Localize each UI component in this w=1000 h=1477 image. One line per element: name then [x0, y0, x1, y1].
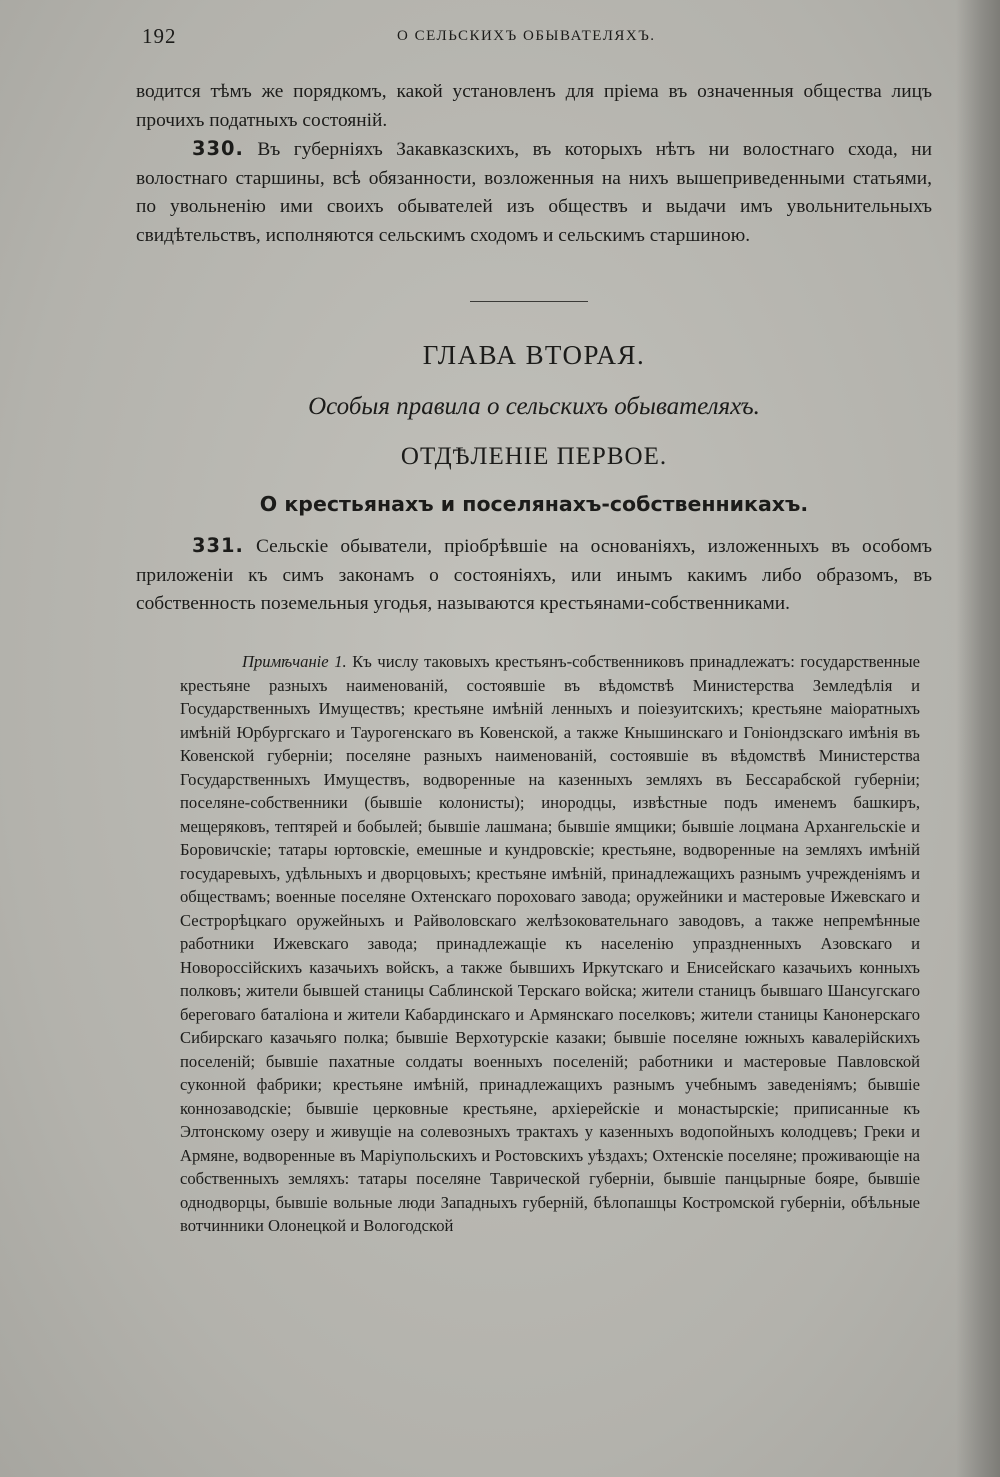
section-divider [470, 301, 588, 302]
article-text: Сельскіе обыватели, пріобрѣвшіе на основаніяхъ, изложенныхъ въ особомъ приложеніи къ симъ законамъ о состояніяхъ, или инымъ какимъ либо образомъ, въ собственность поземельныя угодья, называются крестьянами-собственниками. [136, 536, 932, 614]
section-title: ОТДѢЛЕНІЕ ПЕРВОЕ. [400, 443, 668, 470]
continued-paragraph: водится тѣмъ же порядкомъ, какой установленъ для пріема въ означенныя общества лицъ прочихъ податныхъ состояній. [136, 81, 932, 131]
article-text: Въ губерніяхъ Закавказскихъ, въ которыхъ нѣтъ ни волостнаго схода, ни волостнаго старшины, всѣ обязанности, возложенныя на нихъ вышеприведенными статьями, по увольненію ими своихъ обывателей изъ обществъ и выдачи имъ увольнительныхъ свидѣтельствъ, исполняются сельскимъ сходомъ и сельскимъ старшиною. [136, 139, 932, 246]
book-spine-shadow [956, 0, 1000, 1477]
running-title: О СЕЛЬСКИХЪ ОБЫВАТЕЛЯХЪ. [397, 28, 656, 44]
note-text: Къ числу таковыхъ крестьянъ-собственниковъ принадлежатъ: государственные крестьяне разныхъ наименованій, состоявшіе въ вѣдомствѣ Министерства Земледѣлія и Государственныхъ Имуществъ; крестьяне имѣній ленныхъ и поіезуитскихъ; крестьяне маіоратныхъ имѣній Юрбургскаго и Таурогенскаго въ Ковенской, а также Кнышинскаго и Гоніондзскаго имѣнія въ Ковенской губерніи; поселяне разныхъ наименованій, состоявшіе въ вѣдомствѣ Министерства Государственныхъ Имуществъ, водворенные на казенныхъ земляхъ въ Бессарабской губерніи; поселяне-собственники (бывшіе колонисты); инородцы, извѣстные подъ именемъ башкиръ, мещеряковъ, тептярей и бобылей; бывшіе лашмана; бывшіе ямщики; бывшіе лоцмана Архангельскіе и Боровичскіе; татары юртовскіе, емешные и кундровскіе; крестьяне, водворенные на земляхъ имѣній государевыхъ, удѣльныхъ и дворцовыхъ; крестьяне имѣній, принадлежащихъ разнымъ учрежденіямъ и обществамъ; военные поселяне Охтенскаго пороховаго завода; оружейники и мастеровые Ижевскаго и Сестрорѣцкаго оружейныхъ и Райволовскаго желѣзоковательнаго заводовъ, а также непремѣнные работники Ижевскаго завода; принадлежащіе къ населенію упраздненныхъ Азовскаго и Новороссійскихъ казачьихъ войскъ, а также бывшихъ Иркутскаго и Енисейскаго казачьихъ конныхъ полковъ; жители бывшей станицы Саблинской Терскаго войска; жители станицъ бывшаго Шансугскаго береговаго баталіона и жители Кабардинскаго и Армянскаго поселковъ; жители станицы Канонерскаго Сибирскаго казачьяго полка; бывшіе Верхотурскіе казаки; бывшіе поселяне южныхъ кавалерійскихъ поселеній; бывшіе пахатные солдаты военныхъ поселеній; работники и мастеровые Павловской суконной фабрики; крестьяне имѣній, принадлежащихъ разнымъ учебнымъ заведеніямъ; бывшіе коннозаводскіе; бывшіе церковные крестьяне, архіерейскіе и монастырскіе; приписанные къ Элтонскому озеру и живущіе на солевозныхъ трактахъ у казенныхъ водопойныхъ колодцевъ; Греки и Армяне, водворенные въ Маріупольскихъ и Ростовскихъ уѣздахъ; Охтенскіе поселяне; проживающіе на собственныхъ земляхъ: татары поселяне Таврической губерніи, бывшіе панцырные бояре, бывшіе однодворцы, бывшіе вольные люди Западныхъ губерній, бѣлопашцы Костромской губерніи, обѣльные вотчинники Олонецкой и Вологодской [180, 652, 920, 1235]
article-number: 330. [192, 137, 244, 160]
article-number: 331. [192, 534, 244, 557]
article-331 [136, 532, 932, 619]
chapter-title: ГЛАВА ВТОРАЯ. [422, 340, 646, 370]
article-330 [136, 135, 932, 250]
chapter-subtitle: Особыя правила о сельскихъ обывателяхъ. [308, 393, 760, 420]
section-subtitle: О крестьянахъ и поселянахъ-собственникахъ. [259, 492, 809, 516]
page-header [142, 24, 942, 54]
note-label: Примѣчаніе 1. [242, 652, 347, 671]
page-number: 192 [142, 24, 177, 48]
note-1 [180, 650, 920, 1238]
